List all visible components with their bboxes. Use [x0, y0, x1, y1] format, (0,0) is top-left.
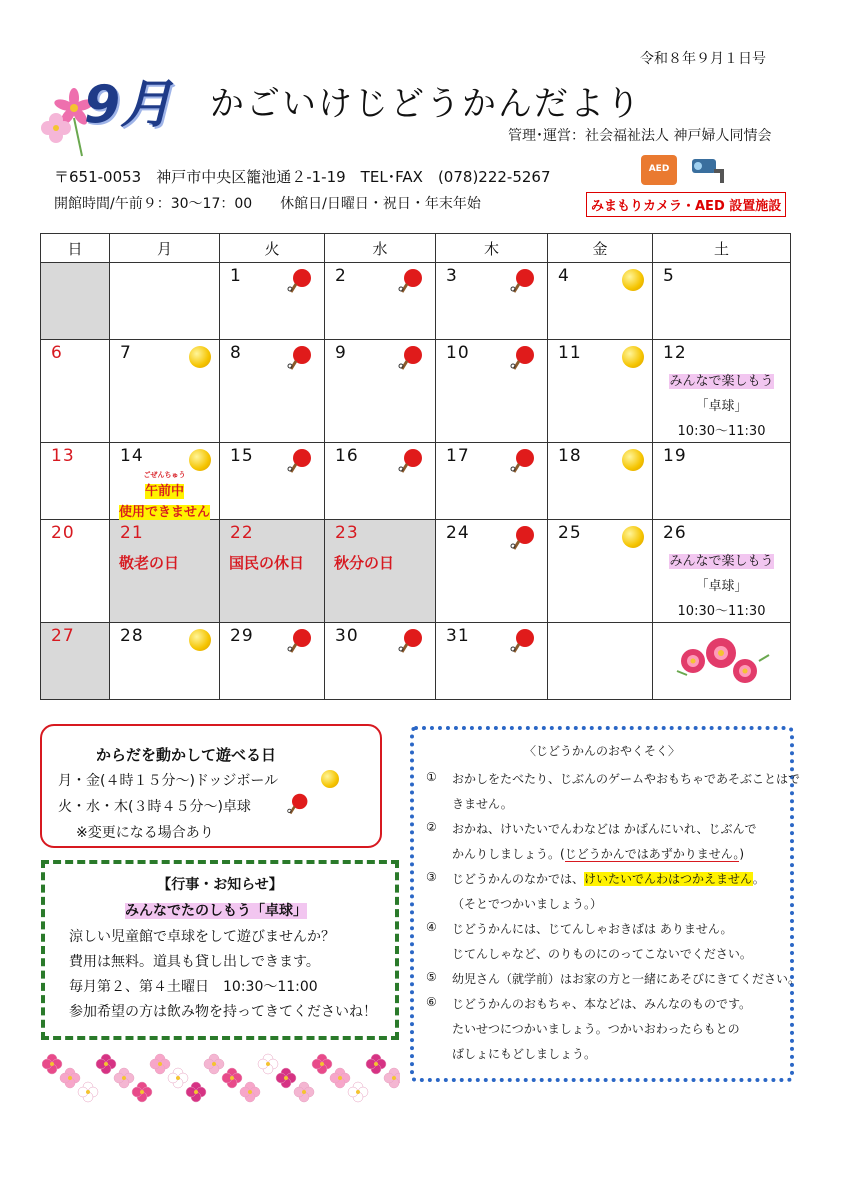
- camera-aed-badge: みまもりカメラ・AED 設置施設: [586, 192, 786, 217]
- cosmos-border-icon: [42, 1050, 400, 1110]
- address-text: 〒651-0053 神戸市中央区籠池通２-1-19 TEL･FAX (078)222-5267: [54, 168, 551, 186]
- day-number: 2: [335, 266, 347, 286]
- day-number: 25: [558, 523, 582, 543]
- weekday-header-row: [41, 234, 791, 263]
- day-number: 15: [230, 446, 254, 466]
- calendar-day-cell: [41, 263, 110, 340]
- day-number: 3: [446, 266, 458, 286]
- day14-note-0: ごぜんちゅう: [143, 471, 186, 479]
- calendar-day-cell: [436, 340, 548, 443]
- day-number: 11: [558, 343, 582, 363]
- rule-line: じどうかんのおもちゃ、本などは、みんなのものです。: [452, 997, 752, 1011]
- day-number: 16: [335, 446, 359, 466]
- rule-line: じてんしゃなど、のりものにのってこないでください。: [452, 947, 752, 961]
- day-number: 14: [120, 446, 144, 466]
- newsletter-title: かごいけじどうかんだより: [210, 84, 642, 124]
- rule-line: （そとでつかいましょう。）: [452, 897, 603, 911]
- management-text: 管理･運営：社会福祉法人 神戸婦人同情会: [508, 128, 772, 144]
- day-number: 5: [663, 266, 675, 286]
- ball-icon: [622, 526, 644, 548]
- day-number: 31: [446, 626, 470, 646]
- calendar-day-cell: [653, 263, 791, 340]
- day-number: 9: [335, 343, 347, 363]
- calendar-day-cell: [41, 443, 110, 520]
- rule-line: かんりしましょう。(じどうかんではあずかりません。): [452, 847, 745, 861]
- weekday-5: 金: [548, 234, 653, 263]
- rule-line: ばしょにもどしましょう。: [452, 1047, 597, 1061]
- holiday-label: 秋分の日: [334, 554, 395, 572]
- calendar-week-row: [41, 263, 791, 340]
- calendar-day-cell: [41, 520, 110, 623]
- day-number: 30: [335, 626, 359, 646]
- calendar-day-cell: [653, 520, 791, 623]
- exercise-title: からだを動かして遊べる日: [96, 746, 277, 764]
- rules-box: [410, 726, 801, 1082]
- calendar-day-cell: [220, 443, 325, 520]
- ball-icon: [622, 449, 644, 471]
- calendar-week-row: [41, 520, 791, 623]
- paddle-icon: [397, 344, 425, 372]
- camera-icon: [688, 155, 728, 185]
- paddle-icon: [286, 267, 314, 295]
- events-line-2: 費用は無料。道具も貸し出しできます。: [69, 954, 320, 970]
- ball-icon: [622, 269, 644, 291]
- aed-icon: AED: [641, 155, 677, 185]
- calendar-day-cell: [220, 520, 325, 623]
- paddle-icon: [397, 267, 425, 295]
- calendar-day-cell: [220, 340, 325, 443]
- calendar-week-row: [41, 340, 791, 443]
- weekday-2: 火: [220, 234, 325, 263]
- events-line-1: 涼しい児童館で卓球をして遊びませんか？: [69, 929, 335, 945]
- day-number: 4: [558, 266, 570, 286]
- calendar-day-cell: [41, 623, 110, 700]
- weekday-1: 月: [110, 234, 220, 263]
- calendar-day-cell: [548, 263, 653, 340]
- paddle-icon: [286, 344, 314, 372]
- opening-hours-text: 開館時間/午前９：30～17：00 休館日/日曜日・祝日・年末年始: [54, 196, 481, 212]
- day-number: 20: [51, 523, 75, 543]
- day-number: 6: [51, 343, 63, 363]
- calendar-day-cell: [653, 623, 791, 700]
- day-number: 28: [120, 626, 144, 646]
- rule-number: ①: [426, 770, 437, 784]
- day-number: 21: [120, 523, 144, 543]
- weekday-0: 日: [41, 234, 110, 263]
- calendar-day-cell: [325, 623, 436, 700]
- rule-number: ④: [426, 920, 437, 934]
- exercise-dodgeball: 月・金(４時１５分～)ドッジボール: [58, 773, 279, 789]
- rule-line: じどうかんには、じてんしゃおきばは ありません。: [452, 922, 733, 936]
- paddle-icon: [509, 344, 537, 372]
- rule-line: 幼児さん（就学前）はお家の方と一緒にあそびにきてください。: [452, 972, 801, 986]
- calendar-day-cell: [110, 340, 220, 443]
- weekday-3: 水: [325, 234, 436, 263]
- rule-line: おかしをたべたり、じぶんのゲームやおもちゃであそぶことはで: [452, 772, 801, 786]
- ball-icon: [189, 346, 211, 368]
- rule-number: ⑤: [426, 970, 437, 984]
- weekday-6: 土: [653, 234, 791, 263]
- day-number: 1: [230, 266, 242, 286]
- saturday-event-title: みんなで楽しもう: [669, 554, 774, 569]
- day-number: 27: [51, 626, 75, 646]
- calendar-day-cell: [436, 263, 548, 340]
- day-number: 10: [446, 343, 470, 363]
- calendar-day-cell: [325, 443, 436, 520]
- calendar-day-cell: [436, 520, 548, 623]
- calendar-day-cell: [653, 340, 791, 443]
- calendar-day-cell: [110, 443, 220, 520]
- ball-icon: [622, 346, 644, 368]
- calendar-day-cell: [110, 623, 220, 700]
- calendar-day-cell: [220, 623, 325, 700]
- paddle-icon: [286, 447, 314, 475]
- day-number: 26: [663, 523, 687, 543]
- paddle-icon: [509, 267, 537, 295]
- events-box: [41, 860, 399, 1040]
- paddle-icon: [509, 524, 537, 552]
- rule-number: ⑥: [426, 995, 437, 1009]
- rule-line: きません。: [452, 797, 513, 811]
- issue-date: 令和８年９月１日号: [640, 51, 766, 67]
- calendar-day-cell: [325, 263, 436, 340]
- rule-line: おかね、けいたいでんわなどは かばんにいれ、じぶんで: [452, 822, 757, 836]
- day-number: 7: [120, 343, 132, 363]
- rules-title: 〈じどうかんのおやくそく〉: [523, 744, 680, 758]
- month-title: 9月: [84, 75, 173, 135]
- paddle-icon: [509, 627, 537, 655]
- saturday-event-activity: 「卓球」: [695, 579, 748, 594]
- calendar: [40, 233, 791, 700]
- calendar-day-cell: [653, 443, 791, 520]
- day-number: 8: [230, 343, 242, 363]
- day14-note-2: 使用できません: [118, 505, 210, 520]
- ball-icon: [321, 770, 339, 788]
- calendar-day-cell: [220, 263, 325, 340]
- exercise-table-tennis: 火・水・木(３時４５分～)卓球: [58, 799, 251, 815]
- saturday-event-title: みんなで楽しもう: [669, 374, 774, 389]
- calendar-day-cell: [110, 520, 220, 623]
- rule-line: たいせつにつかいましょう。つかいおわったらもとの: [452, 1022, 740, 1036]
- events-subheading: みんなでたのしもう「卓球」: [125, 903, 307, 919]
- ball-icon: [189, 449, 211, 471]
- day-number: 23: [335, 523, 359, 543]
- paddle-icon: [286, 627, 314, 655]
- exercise-note: ※変更になる場合あり: [76, 825, 214, 841]
- events-heading: 【行事・お知らせ】: [157, 877, 283, 893]
- paddle-icon: [286, 792, 310, 816]
- paddle-icon: [397, 447, 425, 475]
- day-number: 12: [663, 343, 687, 363]
- day-number: 24: [446, 523, 470, 543]
- calendar-day-cell: [41, 340, 110, 443]
- saturday-event-time: 10:30～11:30: [677, 424, 766, 439]
- paddle-icon: [397, 627, 425, 655]
- paddle-icon: [509, 447, 537, 475]
- calendar-day-cell: [436, 623, 548, 700]
- events-line-4: 参加希望の方は飲み物を持ってきてくださいね！: [69, 1004, 377, 1020]
- rule-number: ③: [426, 870, 437, 884]
- rule-line: じどうかんのなかでは、けいたいでんわはつかえません。: [452, 872, 765, 886]
- weekday-4: 木: [436, 234, 548, 263]
- ball-icon: [189, 629, 211, 651]
- day-number: 19: [663, 446, 687, 466]
- holiday-label: 国民の休日: [229, 554, 305, 572]
- saturday-event-activity: 「卓球」: [695, 399, 748, 414]
- rule-number: ②: [426, 820, 437, 834]
- calendar-day-cell: [548, 443, 653, 520]
- day-number: 13: [51, 446, 75, 466]
- calendar-day-cell: [325, 340, 436, 443]
- calendar-day-cell: [548, 623, 653, 700]
- day-number: 22: [230, 523, 254, 543]
- calendar-week-row: [41, 443, 791, 520]
- saturday-event-time: 10:30～11:30: [677, 604, 766, 619]
- calendar-body: [41, 263, 791, 700]
- calendar-day-cell: [436, 443, 548, 520]
- exercise-days-box: [40, 724, 382, 848]
- calendar-week-row: [41, 623, 791, 700]
- day-number: 17: [446, 446, 470, 466]
- calendar-day-cell: [110, 263, 220, 340]
- day14-note-1: 午前中: [144, 484, 184, 499]
- day-number: 29: [230, 626, 254, 646]
- calendar-day-cell: [548, 520, 653, 623]
- calendar-day-cell: [325, 520, 436, 623]
- events-line-3: 毎月第２、第４土曜日 10:30～11:00: [69, 979, 318, 995]
- day-number: 18: [558, 446, 582, 466]
- holiday-label: 敬老の日: [119, 554, 180, 572]
- cosmos-flower-icon: [673, 631, 773, 691]
- calendar-day-cell: [548, 340, 653, 443]
